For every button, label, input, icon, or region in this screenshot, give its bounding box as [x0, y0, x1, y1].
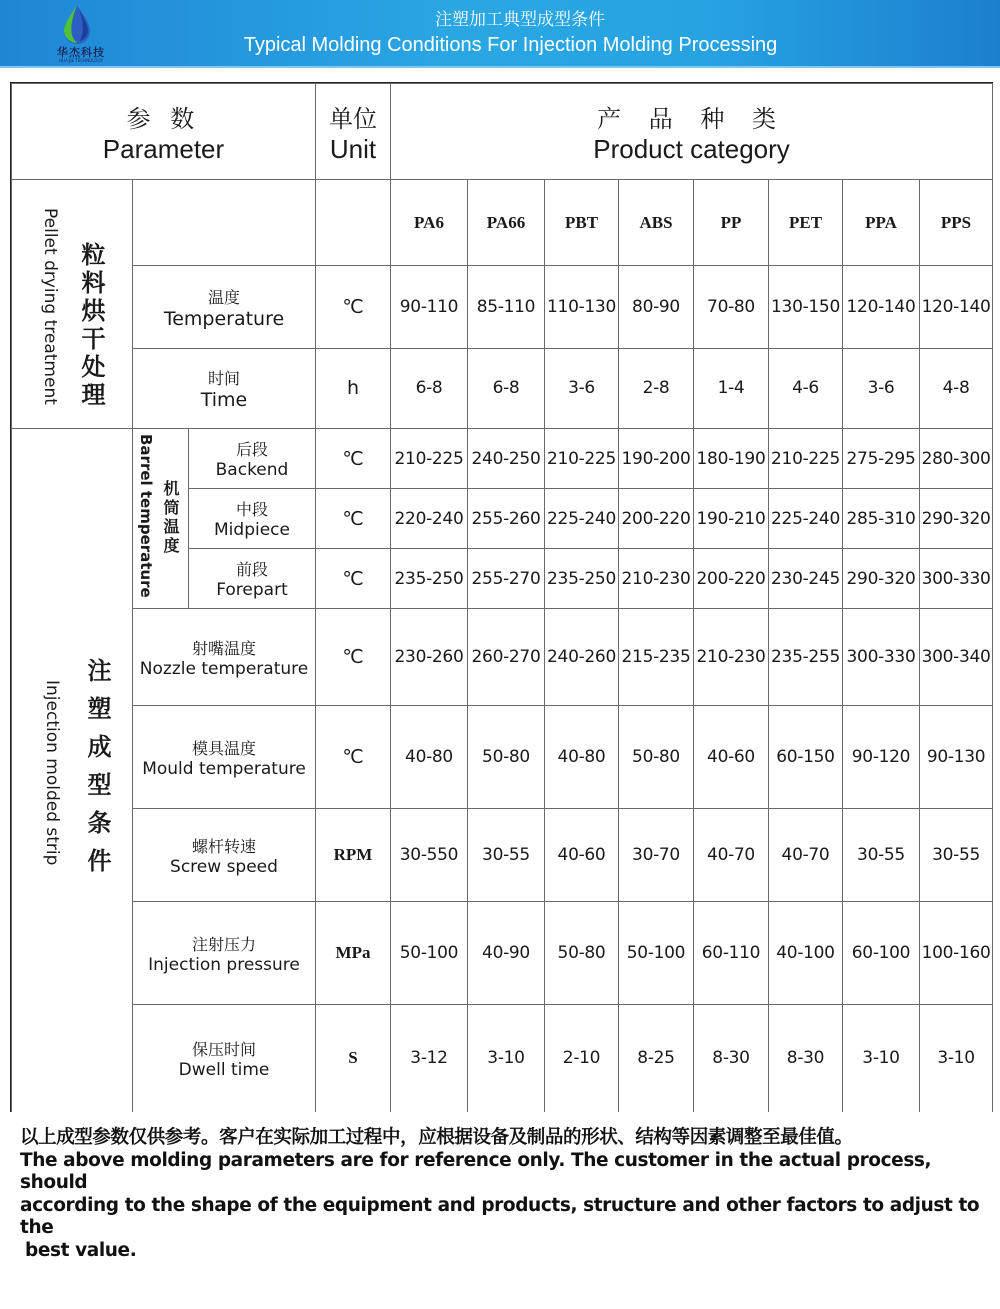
- value-cell: 290-320: [843, 549, 920, 609]
- table-header-row: [12, 84, 993, 180]
- value-cell: 3-6: [545, 348, 619, 428]
- value-cell: 280-300: [920, 429, 993, 489]
- value-cell: 3-10: [843, 1005, 920, 1112]
- value-cell: 4-6: [769, 348, 843, 428]
- material-header: PP: [694, 180, 769, 266]
- value-cell: 110-130: [545, 266, 619, 348]
- value-cell: 225-240: [769, 489, 843, 549]
- value-cell: 6-8: [468, 348, 545, 428]
- unit-cell: ℃: [316, 489, 391, 549]
- param-label: 中段 Midpiece: [189, 489, 316, 549]
- unit-cell: MPa: [316, 902, 391, 1005]
- value-cell: 50-80: [619, 706, 694, 809]
- value-cell: 8-30: [694, 1005, 769, 1112]
- unit-header-cn: 单位: [329, 104, 377, 133]
- value-cell: 200-220: [619, 489, 694, 549]
- table-row: [12, 902, 993, 1005]
- value-cell: 60-150: [769, 706, 843, 809]
- page-title-en: Typical Molding Conditions For Injection Molding Processing: [243, 34, 778, 56]
- value-cell: 230-260: [391, 609, 468, 706]
- unit-cell: RPM: [316, 809, 391, 902]
- value-cell: 2-8: [619, 348, 694, 428]
- value-cell: 70-80: [694, 266, 769, 348]
- unit-cell: S: [316, 1005, 391, 1112]
- value-cell: 4-8: [920, 348, 993, 428]
- value-cell: 275-295: [843, 429, 920, 489]
- value-cell: 200-220: [694, 549, 769, 609]
- section-drying-label: [12, 180, 133, 429]
- value-cell: 220-240: [391, 489, 468, 549]
- value-cell: 300-330: [843, 609, 920, 706]
- disclaimer-en-line3: best value.: [25, 1239, 137, 1261]
- value-cell: 50-100: [391, 902, 468, 1005]
- value-cell: 3-6: [843, 348, 920, 428]
- unit-cell: ℃: [316, 266, 391, 348]
- value-cell: 235-255: [769, 609, 843, 706]
- value-cell: 8-25: [619, 1005, 694, 1112]
- page-title-cn: 注塑加工典型成型条件: [435, 10, 605, 30]
- table-row: [12, 609, 993, 706]
- section-injection-label-en: Injection molded strip: [42, 680, 62, 866]
- materials-row: [12, 180, 993, 266]
- table-row: [12, 706, 993, 809]
- table-row: [12, 348, 993, 428]
- unit-cell: ℃: [316, 549, 391, 609]
- product-category-header: [391, 84, 993, 180]
- section-barrel-label-cn: 机筒温度: [161, 479, 180, 556]
- value-cell: 1-4: [694, 348, 769, 428]
- material-header: PA6: [391, 180, 468, 266]
- material-header: PBT: [545, 180, 619, 266]
- value-cell: 50-80: [468, 706, 545, 809]
- value-cell: 50-100: [619, 902, 694, 1005]
- value-cell: 210-225: [545, 429, 619, 489]
- value-cell: 90-130: [920, 706, 993, 809]
- value-cell: 60-100: [843, 902, 920, 1005]
- material-header: PA66: [468, 180, 545, 266]
- unit-cell: ℃: [316, 609, 391, 706]
- value-cell: 240-250: [468, 429, 545, 489]
- section-injection-label-cn: 注塑成型条件: [83, 658, 111, 887]
- value-cell: 40-60: [545, 809, 619, 902]
- product-category-header-en: Product category: [593, 133, 790, 164]
- value-cell: 40-80: [391, 706, 468, 809]
- value-cell: 215-235: [619, 609, 694, 706]
- value-cell: 30-55: [843, 809, 920, 902]
- unit-header-en: Unit: [329, 133, 377, 164]
- value-cell: 40-100: [769, 902, 843, 1005]
- value-cell: 85-110: [468, 266, 545, 348]
- value-cell: 130-150: [769, 266, 843, 348]
- value-cell: 40-60: [694, 706, 769, 809]
- value-cell: 235-250: [545, 549, 619, 609]
- value-cell: 40-70: [769, 809, 843, 902]
- value-cell: 210-225: [769, 429, 843, 489]
- value-cell: 260-270: [468, 609, 545, 706]
- value-cell: 100-160: [920, 902, 993, 1005]
- value-cell: 40-80: [545, 706, 619, 809]
- value-cell: 40-70: [694, 809, 769, 902]
- table-row: [12, 429, 993, 489]
- parameter-header: [12, 84, 316, 180]
- section-barrel-label-en: Barrel temperature: [137, 433, 155, 598]
- value-cell: 50-80: [545, 902, 619, 1005]
- value-cell: 300-330: [920, 549, 993, 609]
- value-cell: 30-70: [619, 809, 694, 902]
- value-cell: 2-10: [545, 1005, 619, 1112]
- param-label: 时间 Time: [133, 348, 316, 428]
- material-header: PPA: [843, 180, 920, 266]
- value-cell: 80-90: [619, 266, 694, 348]
- unit-cell: ℃: [316, 706, 391, 809]
- value-cell: 210-230: [694, 609, 769, 706]
- value-cell: 230-245: [769, 549, 843, 609]
- value-cell: 210-225: [391, 429, 468, 489]
- disclaimer-en-line2: according to the shape of the equipment and products, structure and other factors to adjust to the: [20, 1194, 980, 1238]
- disclaimer-cn: 以上成型参数仅供参考。客户在实际加工过程中，应根据设备及制品的形状、结构等因素调整至最佳值。: [20, 1127, 853, 1148]
- table-row: [12, 1005, 993, 1112]
- param-label: 模具温度 Mould temperature: [133, 706, 316, 809]
- value-cell: 225-240: [545, 489, 619, 549]
- value-cell: 3-10: [920, 1005, 993, 1112]
- param-label: 螺杆转速 Screw speed: [133, 809, 316, 902]
- value-cell: 190-210: [694, 489, 769, 549]
- table-row: [12, 809, 993, 902]
- value-cell: 90-120: [843, 706, 920, 809]
- section-drying-label-en: Pellet drying treatment: [40, 208, 60, 405]
- value-cell: 40-90: [468, 902, 545, 1005]
- product-category-header-cn: 产 品 种 类: [597, 104, 786, 133]
- unit-header: [316, 84, 391, 180]
- value-cell: 6-8: [391, 348, 468, 428]
- param-label: 温度 Temperature: [133, 266, 316, 348]
- material-header: PPS: [920, 180, 993, 266]
- parameter-header-en: Parameter: [102, 133, 225, 164]
- section-injection-label: [12, 429, 133, 1112]
- value-cell: 90-110: [391, 266, 468, 348]
- unit-cell: ℃: [316, 429, 391, 489]
- param-label: 射嘴温度 Nozzle temperature: [133, 609, 316, 706]
- value-cell: 235-250: [391, 549, 468, 609]
- disclaimer-en-line1: The above molding parameters are for reference only. The customer in the actual process, should: [20, 1149, 932, 1193]
- param-label: 注射压力 Injection pressure: [133, 902, 316, 1005]
- table-row: [12, 266, 993, 348]
- value-cell: 255-260: [468, 489, 545, 549]
- value-cell: 3-10: [468, 1005, 545, 1112]
- value-cell: 210-230: [619, 549, 694, 609]
- unit-cell: h: [316, 348, 391, 428]
- value-cell: 180-190: [694, 429, 769, 489]
- param-label: 后段 Backend: [189, 429, 316, 489]
- value-cell: 240-260: [545, 609, 619, 706]
- value-cell: 255-270: [468, 549, 545, 609]
- value-cell: 30-550: [391, 809, 468, 902]
- value-cell: 60-110: [694, 902, 769, 1005]
- header-banner: [0, 0, 1000, 68]
- param-label: 保压时间 Dwell time: [133, 1005, 316, 1112]
- section-barrel-label: [133, 429, 189, 609]
- value-cell: 290-320: [920, 489, 993, 549]
- logo-brand-cn: 华杰科技: [57, 46, 105, 59]
- value-cell: 120-140: [843, 266, 920, 348]
- disclaimer-note: [20, 1127, 990, 1262]
- value-cell: 285-310: [843, 489, 920, 549]
- material-header: PET: [769, 180, 843, 266]
- value-cell: 30-55: [468, 809, 545, 902]
- value-cell: 3-12: [391, 1005, 468, 1112]
- param-label: 前段 Forepart: [189, 549, 316, 609]
- value-cell: 190-200: [619, 429, 694, 489]
- section-drying-label-cn: 粒料烘干处理: [77, 242, 105, 410]
- value-cell: 120-140: [920, 266, 993, 348]
- material-header: ABS: [619, 180, 694, 266]
- value-cell: 8-30: [769, 1005, 843, 1112]
- value-cell: 30-55: [920, 809, 993, 902]
- logo-brand-en: HUA JIE TECHNOLOGY: [59, 58, 103, 63]
- value-cell: 300-340: [920, 609, 993, 706]
- molding-conditions-table: [10, 82, 993, 1112]
- parameter-header-cn: 参 数: [126, 104, 201, 133]
